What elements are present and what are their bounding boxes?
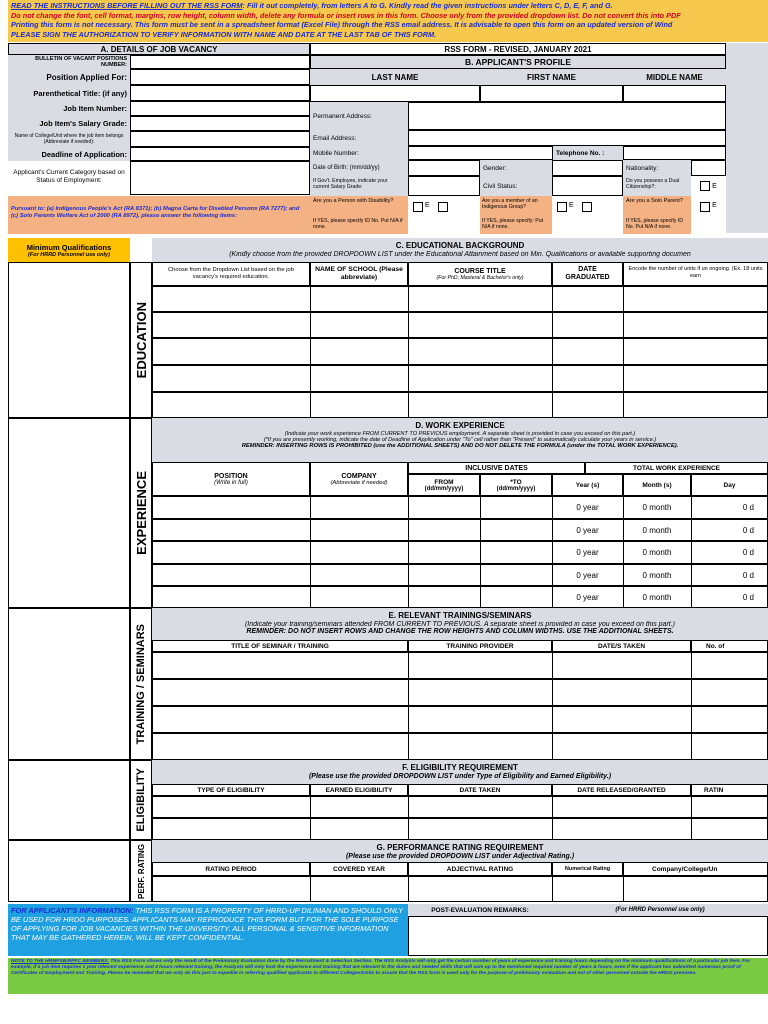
experience-divider (310, 496, 311, 608)
section-d-sub-1: (Indicate your work experience FROM CURRENT TO PREVIOUS employment. A separate sheet is provided in case you exceed on this part.) (284, 431, 636, 437)
email-label: Email Address: (310, 130, 408, 146)
education-divider (310, 286, 311, 418)
experience-side-label (130, 418, 152, 608)
section-e-sub-1: (Indicate your training/seminars attended FROM CURRENT TO PREVIOUS. A separate sheet is provided in case you exceed on this part.) (244, 621, 676, 628)
training-col-4: No. of (691, 640, 768, 652)
indigenous-label: Are you a member of an Indigenous Group? (480, 196, 552, 216)
nationality-label: Nationality: (623, 160, 691, 176)
performance-divider (310, 876, 311, 902)
section-c-title: C. EDUCATIONAL BACKGROUND (395, 241, 525, 250)
section-f-header (152, 760, 768, 784)
training-row[interactable] (152, 706, 768, 733)
dual-citizenship-options[interactable] (691, 176, 726, 196)
pwd-options[interactable] (408, 196, 480, 234)
solo-parent-checkbox[interactable] (700, 202, 710, 212)
position-label: Position Applied For: (8, 69, 130, 85)
eligibility-side-text: ELIGIBILITY (135, 768, 147, 832)
eligibility-divider (310, 796, 311, 840)
training-side-label (130, 608, 152, 760)
eligibility-row[interactable] (152, 818, 768, 840)
education-rows (152, 286, 768, 418)
eligibility-col-1: TYPE OF ELIGIBILITY (152, 784, 310, 796)
education-divider (623, 286, 624, 418)
last-name-header: LAST NAME (310, 69, 480, 85)
current-salary-grade-label: If Gov't. Employee, indicate your current Salary Grade: (310, 176, 408, 196)
indigenous-checkbox-no[interactable] (582, 202, 592, 212)
min-qual-header (8, 238, 130, 262)
experience-day-value: 0 d (742, 525, 754, 535)
min-qual-eligibility[interactable] (8, 760, 130, 840)
permanent-address-input[interactable] (408, 102, 726, 130)
eligibility-divider (691, 796, 692, 840)
indigenous-checkbox-yes[interactable] (557, 202, 567, 212)
experience-col-company (310, 462, 408, 496)
instructions-line-4: PLEASE SIGN THE AUTHORIZATION TO VERIFY INFORMATION WITH NAME AND DATE AT THE LAST TAB OF THIS FORM. (11, 29, 437, 39)
experience-year-value: 0 year (576, 592, 599, 602)
min-qual-experience[interactable] (8, 418, 130, 608)
performance-col-2: COVERED YEAR (310, 862, 408, 876)
education-row[interactable] (152, 365, 768, 392)
instructions-line-1 (11, 1, 765, 11)
experience-month-value: 0 month (642, 525, 672, 535)
experience-divider (480, 496, 481, 608)
section-g-sub: (Please use the provided DROPDOWN LIST under Adjectival Rating.) (345, 853, 575, 860)
instructions-line-3: Printing this form is not necessary. This form must be sent in a spreadsheet format (Excel File) through the RSS email address. It is advisable to open this form on an updated version of Wind (11, 20, 673, 29)
salary-grade-label: Job Item's Salary Grade: (8, 116, 130, 131)
performance-divider (623, 876, 624, 902)
training-divider (408, 652, 409, 760)
training-divider (691, 652, 692, 760)
email-input[interactable] (408, 130, 726, 146)
performance-rows (152, 876, 768, 902)
section-e-header (152, 608, 768, 640)
item-number-label: Job Item Number: (8, 101, 130, 116)
first-name-input[interactable] (480, 85, 623, 102)
education-col-3 (408, 262, 552, 286)
section-c-sub: (Kindly choose from the provided DROPDOWN LIST under the Educational Attainment based on Min. Qualifications or available supporting documen (229, 251, 691, 258)
section-e-sub-2: REMINDER: DO NOT INSERT ROWS AND CHANGE THE ROW HEIGHTS AND COLUMN WIDTHS. USE THE ADDITIONAL SHEETS. (246, 628, 674, 635)
dual-citizenship-checkbox-letter: E (712, 182, 717, 190)
post-eval-note: (For HRRD Personnel use only) (552, 904, 768, 916)
deadline-input[interactable] (130, 147, 310, 161)
dual-citizenship-checkbox[interactable] (700, 181, 710, 191)
section-d-title: D. WORK EXPERIENCE (415, 421, 505, 430)
section-f-sub: (Please use the provided DROPDOWN LIST under Type of Eligibility and Earned Eligibility.) (308, 773, 612, 780)
instructions-title: READ THE INSTRUCTIONS BEFORE FILLING OUT THE RSS FORM (11, 1, 243, 10)
bulletin-label: BULLETIN OF VACANT POSITIONS NUMBER: (8, 55, 130, 69)
eligibility-col-5: RATIN (691, 784, 768, 796)
min-qual-performance[interactable] (8, 840, 130, 902)
eligibility-col-3: DATE TAKEN (408, 784, 552, 796)
training-col-2: TRAINING PROVIDER (408, 640, 552, 652)
education-side-label (130, 262, 152, 418)
education-col-5: Encode the number of units if un ongoing. (Ex. 18 units earn (623, 262, 768, 286)
education-row[interactable] (152, 312, 768, 338)
indigenous-note: If YES, please specify: Put N/A if none. (480, 216, 552, 234)
category-input[interactable] (130, 161, 310, 195)
solo-parent-note: If YES, please specify ID No. Put N/A if none. (623, 216, 691, 234)
dob-label: Date of Birth: (mm/dd/yy) (310, 160, 408, 176)
performance-col-5: Company/College/Un (623, 862, 768, 876)
college-input[interactable] (130, 131, 310, 147)
training-row[interactable] (152, 652, 768, 679)
experience-side-text: EXPERIENCE (133, 471, 149, 555)
experience-col-month: Month (s) (623, 474, 691, 496)
experience-col-from-sub: (dd/mm/yyyy) (424, 485, 464, 492)
experience-col-position (152, 462, 310, 496)
applicant-info-title: FOR APPLICANT'S INFORMATION: (11, 906, 134, 915)
category-label: Applicant's Current Category based on Status of Employment: (13, 169, 125, 184)
instructions-line-1-rest: : Fill it out completely, from letters A to G. Kindly read the given instructions under letters C, D, E, F, and G. (242, 1, 613, 10)
education-row[interactable] (152, 286, 768, 312)
min-qual-title: Minimum Qualifications (26, 242, 112, 252)
experience-col-position-sub: (Write in full) (214, 479, 248, 486)
section-b-header: B. APPLICANT'S PROFILE (310, 55, 726, 69)
permanent-address-label: Permanent Address: (310, 102, 408, 130)
education-col-4: DATE GRADUATED (552, 262, 623, 286)
right-margin-strip (726, 43, 768, 233)
experience-rows (152, 496, 768, 608)
performance-divider (552, 876, 553, 902)
footer-note-title: NOTE TO THE HRMPSB/RPFC MEMBERS: (11, 959, 109, 964)
pursuant-note: Pursuant to: (a) Indigenous People's Act (RA 8371); (b) Magna Carta for Disabled Persons (RA 7277); and (c) Solo Parents Welfare Act of 2000 (RA 8972), please answer the following items: (8, 196, 310, 234)
training-row[interactable] (152, 733, 768, 760)
section-d-sub-2: (*If you are presently working, indicate the date of Deadline of Application under "To" cell rather than "Present" to automatically calculate your years in service.) (263, 437, 657, 443)
training-row[interactable] (152, 679, 768, 706)
performance-col-4: Numerical Rating (552, 862, 623, 876)
performance-side-label (130, 840, 152, 902)
pwd-label: Are you a Person with Disability? (310, 196, 408, 216)
experience-day-value: 0 d (742, 570, 754, 580)
deadline-label: Deadline of Application: (8, 147, 130, 161)
min-qual-training[interactable] (8, 608, 130, 760)
performance-divider (408, 876, 409, 902)
performance-side-text: PERF. RATING (136, 843, 146, 899)
education-divider (408, 286, 409, 418)
indigenous-options[interactable] (552, 196, 623, 234)
experience-col-to-sub: (dd/mm/yyyy) (496, 485, 536, 492)
indigenous-checkbox-letter: E (569, 202, 574, 209)
gender-input[interactable] (552, 160, 623, 176)
eligibility-row[interactable] (152, 796, 768, 818)
telephone-label: Telephone No. : (553, 146, 623, 160)
pwd-note: If YES, please specify ID No. Put N/A if none. (310, 216, 408, 234)
salary-grade-input[interactable] (130, 116, 310, 131)
performance-row[interactable] (152, 876, 768, 902)
training-col-3: DATE/S TAKEN (552, 640, 691, 652)
min-qual-education[interactable] (8, 262, 130, 418)
dual-citizenship-label: Do you possess a Dual Citizenship?: (623, 176, 691, 196)
section-g-header (152, 840, 768, 862)
training-rows (152, 652, 768, 760)
experience-divider (408, 496, 409, 608)
education-col-1: Choose from the Dropdown List based on the job vacancy's required education. (152, 262, 310, 286)
last-name-input[interactable] (310, 85, 480, 102)
position-input[interactable] (130, 69, 310, 85)
post-eval-input[interactable] (408, 916, 768, 956)
mobile-label: Mobile Number: (310, 146, 408, 160)
parenthetical-label: Parenthetical Title: (if any) (8, 85, 130, 101)
current-salary-grade-input[interactable] (408, 176, 480, 196)
solo-parent-label: Are you a Solo Parent? (623, 196, 691, 216)
experience-col-inclusive: INCLUSIVE DATES (408, 462, 585, 474)
experience-year-value: 0 year (576, 548, 599, 557)
education-side-text: EDUCATION (133, 301, 149, 379)
training-divider (552, 652, 553, 760)
civil-status-label: Civil Status: (480, 176, 552, 196)
training-col-1: TITLE OF SEMINAR / TRAINING (152, 640, 408, 652)
mobile-input[interactable] (408, 146, 553, 160)
performance-col-1: RATING PERIOD (152, 862, 310, 876)
education-col-3-sub: (For PhD, Masteral & Bachelor's only) (436, 274, 524, 281)
experience-day-value: 0 d (742, 548, 754, 557)
solo-parent-options[interactable] (691, 196, 726, 234)
experience-month-value: 0 month (642, 503, 672, 512)
education-row[interactable] (152, 338, 768, 365)
section-e-title: E. RELEVANT TRAININGS/SEMINARS (388, 611, 532, 620)
post-eval-label: POST-EVALUATION REMARKS: (408, 904, 552, 916)
education-row[interactable] (152, 392, 768, 418)
experience-col-from-title: FROM (434, 478, 454, 486)
experience-col-position-title: POSITION (214, 472, 248, 480)
experience-month-value: 0 month (642, 570, 672, 580)
experience-col-day: Day (691, 474, 768, 496)
eligibility-col-4: DATE RELEASED/GRANTED (552, 784, 691, 796)
min-qual-sub: (For HRRD Personnel use only) (28, 251, 110, 258)
telephone-input[interactable] (623, 146, 726, 160)
dob-input[interactable] (408, 160, 480, 176)
bulletin-input[interactable] (130, 55, 310, 69)
education-divider (552, 286, 553, 418)
performance-col-3: ADJECTIVAL RATING (408, 862, 552, 876)
section-c-header (152, 238, 768, 262)
section-d-header (152, 418, 768, 462)
parenthetical-input[interactable] (130, 85, 310, 101)
education-col-3-title: COURSE TITLE (454, 267, 506, 275)
experience-year-value: 0 year (576, 525, 599, 535)
applicant-info-box (8, 904, 408, 956)
experience-col-company-sub: (Abbreviate if needed) (330, 479, 388, 486)
gender-label: Gender: (480, 160, 552, 176)
form-title: RSS FORM - REVISED, JANUARY 2021 (310, 43, 726, 55)
experience-col-to-title: *TO (510, 478, 522, 486)
experience-col-year: Year (s) (552, 474, 623, 496)
pwd-checkbox-letter: E (425, 202, 430, 209)
section-g-title: G. PERFORMANCE RATING REQUIREMENT (376, 843, 544, 852)
eligibility-side-label (130, 760, 152, 840)
instructions-line-2: Do not change the font, cell format, margins, row height, column width, delete any formula or insert rows in this form. Choose only from the provided dropdown list. Do not convert this into PDF (11, 10, 681, 20)
eligibility-divider (408, 796, 409, 840)
civil-status-input[interactable] (552, 176, 623, 196)
education-col-2: NAME OF SCHOOL (Please abbreviate) (310, 262, 408, 286)
instructions-banner (8, 0, 768, 42)
experience-col-company-title: COMPANY (341, 472, 377, 480)
footer-note (8, 958, 768, 994)
eligibility-divider (552, 796, 553, 840)
experience-col-from (408, 474, 480, 496)
experience-day-value: 0 d (742, 592, 754, 602)
experience-month-value: 0 month (642, 592, 672, 602)
training-side-text: TRAINING / SEMINARS (135, 623, 147, 745)
section-f-title: F. ELIGIBILITY REQUIREMENT (402, 763, 518, 772)
pwd-checkbox-yes[interactable] (413, 202, 423, 212)
item-number-input[interactable] (130, 101, 310, 116)
experience-year-value: 0 year (576, 503, 599, 512)
college-label: Name of College/Unit where the job item belongs (Abbreviate if needed): (8, 131, 130, 147)
nationality-input[interactable] (691, 160, 726, 176)
middle-name-input[interactable] (623, 85, 726, 102)
experience-month-value: 0 month (642, 548, 672, 557)
solo-parent-checkbox-letter: E (712, 202, 717, 209)
middle-name-header: MIDDLE NAME (623, 69, 726, 85)
pwd-checkbox-no[interactable] (438, 202, 448, 212)
experience-year-value: 0 year (576, 570, 599, 580)
experience-day-value: 0 d (742, 503, 754, 512)
first-name-header: FIRST NAME (480, 69, 623, 85)
footer-note-text: This RSS Form shows only the result of the Preliminary Evaluation done by the Recruitment & Selection Section. The RSS Analysts will only get the certain number of years of experience and training hours depending on the minimum qualifications of a particular job item. For example, if a job item requires 1 year relevant experience and 4 hours relevant training, the Analysts will only look the experience and training that are relevant to the duties and needed skills that will sum up to the mentioned required number of years & hours, even if the applicant has submitted numerous proof of Certificates of Employment and Training. Please be reminded that we only do this just to expedite in referring qualified applicants to different Colleges/Units to assure that the RSS form is used only for the purpose of preliminary evaluation and not of other personnel outside the HRDO premises. (11, 959, 751, 977)
section-a-header: A. DETAILS OF JOB VACANCY (8, 43, 310, 55)
eligibility-rows (152, 796, 768, 840)
section-d-sub-3: REMINDER: INSERTING ROWS IS PROHIBITED (use the ADDITIONAL SHEETS) AND DO NOT DELETE THE FORMULA (under the TOTAL WORK EXPERIENCE). (241, 443, 679, 449)
applicant-info-text: THIS RSS FORM IS A PROPERTY OF HRRD-UP DILIMAN AND SHOULD ONLY BE USED FOR HRDO PURPOSES. APPLICANTS MAY REPRODUCE THIS FORM BUT FOR THE SOLE PURPOSE OF APPLYING FOR JOB VACANCIES WITHIN THE UNIVERSITY. ALL PERSONAL & SENSITIVE INFORMATION THAT MAY BE GATHERED HEREIN, WILL BE KEPT CONFIDENTIAL. (11, 906, 404, 942)
eligibility-col-2: EARNED ELIGIBILITY (310, 784, 408, 796)
experience-col-to (480, 474, 552, 496)
experience-col-total: TOTAL WORK EXPERIENCE (585, 462, 768, 474)
